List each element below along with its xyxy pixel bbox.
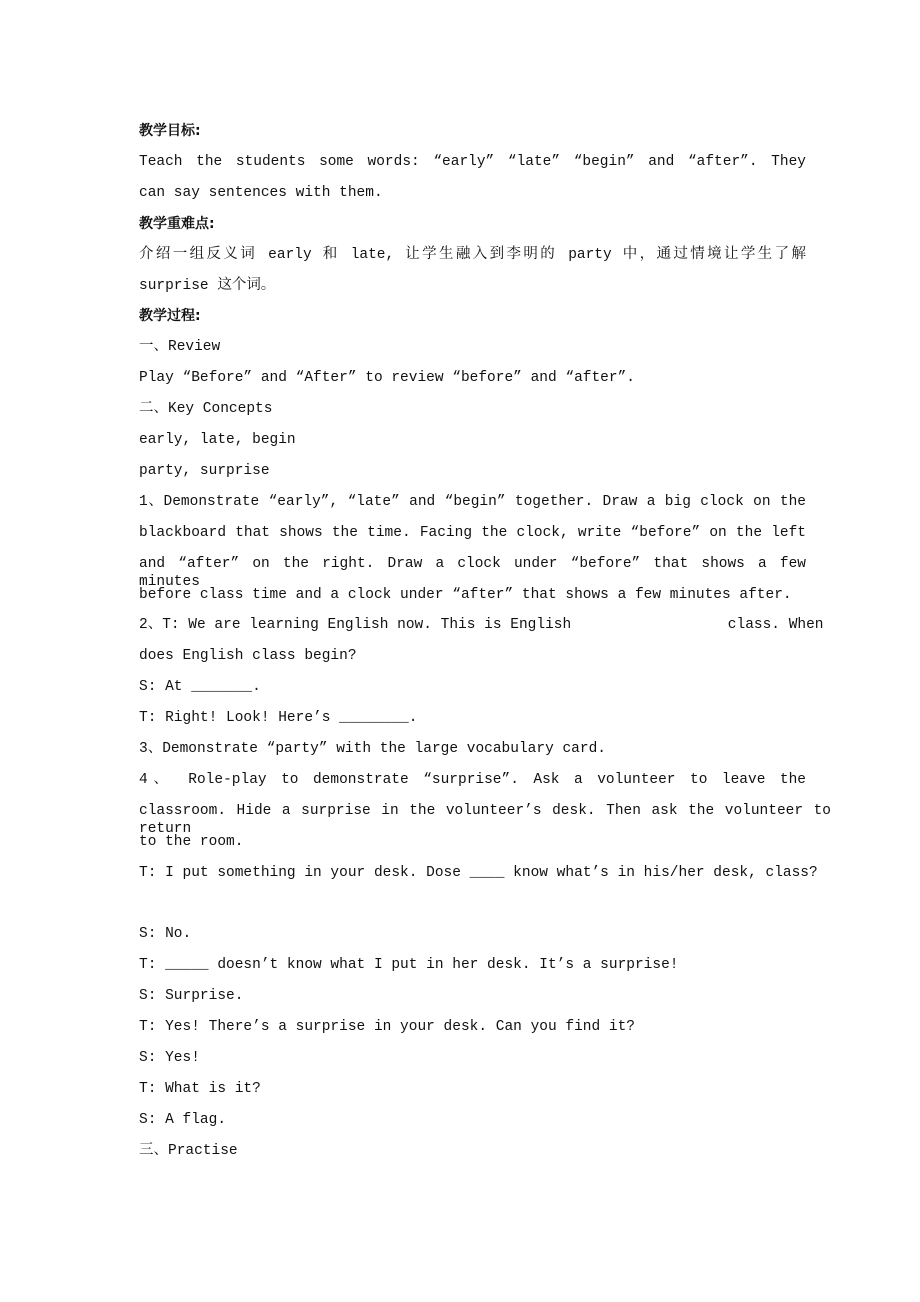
section-heading: 教学过程: xyxy=(139,308,201,325)
text-line: S: Yes! xyxy=(139,1050,200,1066)
text-line: 3、Demonstrate “party” with the large vocabulary card. xyxy=(139,741,606,757)
text-line: 一、Review xyxy=(139,339,221,356)
text-line: S: Surprise. xyxy=(139,988,244,1005)
text-line: surprise 这个词。 xyxy=(139,277,276,294)
text-line: before class time and a clock under “after” that shows a few minutes after. xyxy=(139,586,792,603)
text-line: T: _____ doesn’t know what I put in her desk. It’s a surprise! xyxy=(139,957,679,974)
text-line: T: Right! Look! Here’s ________. xyxy=(139,710,418,727)
text-line: 三、Practise xyxy=(139,1142,238,1159)
text-line: S: A flag. xyxy=(139,1111,227,1128)
text-line: T: Yes! There’s a surprise in your desk. Can you find it? xyxy=(139,1019,635,1036)
text-line: S: At _______. xyxy=(139,679,261,696)
text-line: and “after” on the right. Draw a clock under “before” that shows a few minutes xyxy=(139,555,806,590)
text-line: T: What is it? xyxy=(139,1080,261,1097)
text-line: does English class begin? xyxy=(139,648,357,665)
text-line: T: I put something in your desk. Dose ____ know what’s in his/her desk, class? xyxy=(139,864,818,881)
text-line: classroom. Hide a surprise in the volunteer’s desk. Then ask the volunteer to return xyxy=(139,802,831,837)
text-line: 4、 Role-play to demonstrate “surprise”. Ask a volunteer to leave the xyxy=(139,771,806,788)
text-line: to the room. xyxy=(139,833,244,850)
section-heading: 教学目标: xyxy=(139,123,201,139)
text-line: early, late, begin xyxy=(139,432,296,448)
text-line: 2、T: We are learning English now. This is English class. When xyxy=(139,617,824,634)
text-line: Play “Before” and “After” to review “before” and “after”. xyxy=(139,370,635,387)
text-line: 1、Demonstrate “early”, “late” and “begin” together. Draw a big clock on the xyxy=(139,493,806,510)
text-line: 介绍一组反义词 early 和 late, 让学生融入到李明的 party 中，通过情境让学生了解 xyxy=(139,246,806,263)
text-line: 二、Key Concepts xyxy=(139,401,273,418)
text-line: can say sentences with them. xyxy=(139,184,383,201)
text-line: blackboard that shows the time. Facing the clock, write “before” on the left xyxy=(139,524,806,541)
text-line: S: No. xyxy=(139,926,192,943)
text-line: Teach the students some words: “early” “late” “begin” and “after”. They xyxy=(139,153,806,170)
section-heading: 教学重难点: xyxy=(139,215,215,232)
text-line: party, surprise xyxy=(139,462,270,479)
